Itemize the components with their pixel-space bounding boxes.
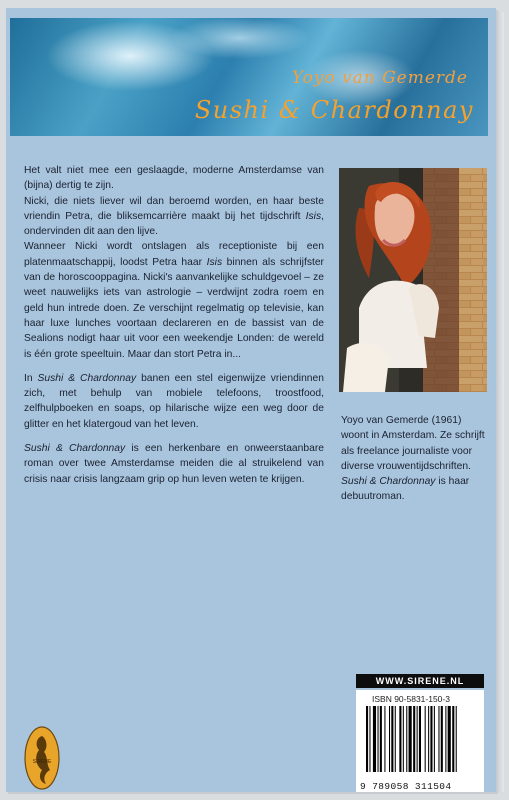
cover-header-band	[10, 18, 488, 136]
isbn-number: ISBN 90-5831-150-3	[372, 694, 450, 704]
author-bio: Yoyo van Gemerde (1961) woont in Amsterdam. Ze schrijft als freelance journaliste voor diverse vrouwentijdschriften. Sushi & Chardonnay is haar debuutroman.	[341, 415, 485, 503]
blurb-paragraph-4: In Sushi & Chardonnay banen een stel eigenwijze vriendinnen zich, met behulp van mobiele telefoons, troostfood, zelfhulpboeken en soaps, op hilarische wijze een weg door de glitter en het klatergoud van het leven.	[24, 372, 324, 430]
author-name: Yoyo van Gemerde	[291, 68, 468, 88]
book-back-cover	[6, 8, 496, 792]
book-title: Sushi & Chardonnay	[194, 96, 474, 124]
ean-number: 9 789058 311504	[360, 781, 452, 792]
blurb-paragraph-1: Het valt niet mee een geslaagde, moderne Amsterdamse van (bijna) dertig te zijn.	[24, 165, 324, 192]
blurb-paragraph-5: Sushi & Chardonnay is een herkenbare en onweerstaanbare roman over twee Amsterdamse meiden die al struikelend van crisis naar crisis langzaam grip op hun leven weten te krijgen.	[24, 443, 324, 485]
blurb-paragraph-2: Nicki, die niets liever wil dan beroemd worden, en haar beste vriendin Petra, die bliksemcarrière maakt bij het tijdschrift Isis, ondervinden dit aan den lijve.	[24, 195, 324, 238]
blurb-text	[24, 163, 324, 496]
book-spine-edge	[496, 12, 504, 792]
publisher-website: WWW.SIRENE.NL	[356, 674, 484, 688]
barcode-icon	[364, 706, 484, 776]
author-photo-image	[339, 168, 487, 392]
isbn-barcode-panel	[356, 690, 484, 792]
publisher-logo	[24, 726, 60, 790]
author-photo	[339, 168, 487, 392]
blurb-paragraph-3: Wanneer Nicki wordt ontslagen als receptioniste bij een platenmaatschappij, loodst Petra haar Isis binnen als schrijfster van de horoscooppagina. Nicki's aanvankelijke schuldgevoel – ze weet nauwelijks iets van astrologie – verdwijnt zodra roem en geld hun intrede doen. Ze verschijnt regelmatig op televisie, kan haar luxe lunches voortaan declareren en de bassist van de Sealions nodigt haar uit voor een weekendje Londen: de wereld is één grote speeltuin. Maar dan stort Petra in...	[24, 241, 324, 360]
logo-lettering: SIRENE	[32, 759, 52, 765]
siren-logo-icon	[24, 726, 60, 790]
